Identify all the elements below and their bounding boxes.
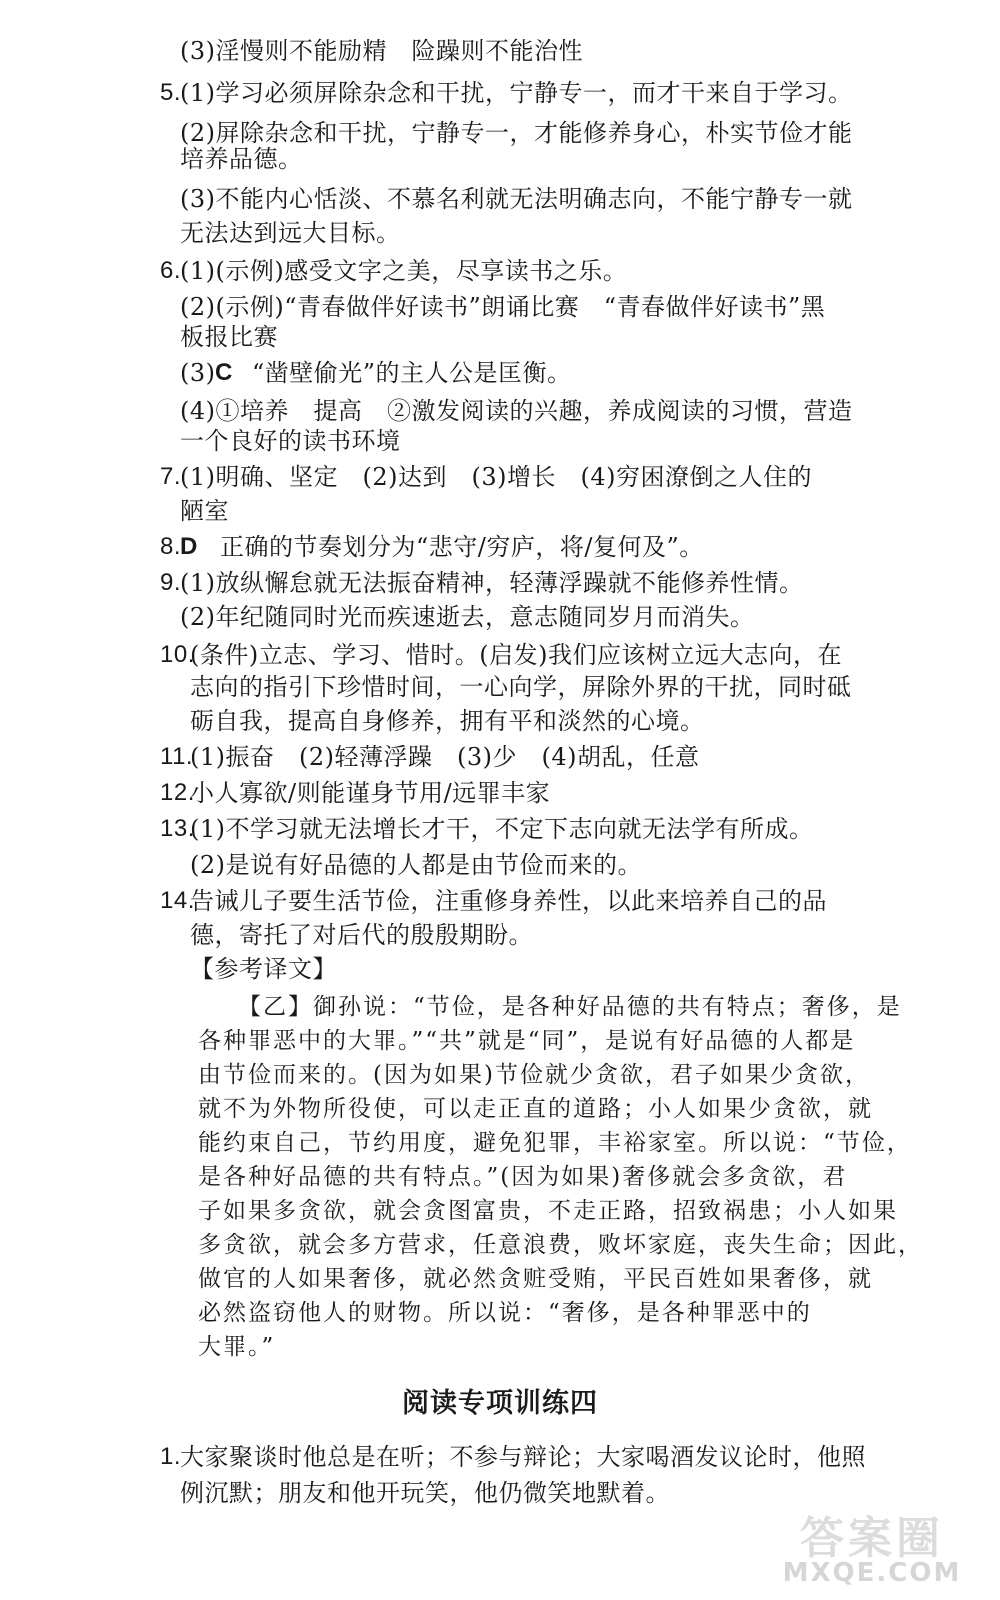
section-title: 阅读专项训练四 (402, 1388, 598, 1419)
q8-answer-letter: D (180, 533, 198, 560)
q6-line-1: (1)(示例)感受文字之美，尽享读书之乐。 (180, 257, 628, 285)
translation-line-4: 就不为外物所役使，可以走正直的道路；小人如果少贪欲，就 (198, 1096, 873, 1122)
q9-line-1: (1)放纵懈怠就无法振奋精神，轻薄浮躁就不能修养性情。 (180, 569, 804, 597)
q11-number: 11. (160, 743, 194, 770)
translation-line-5: 能约束自己，节约用度，避免犯罪，丰裕家室。所以说：“节俭， (198, 1130, 912, 1156)
translation-line-9: 做官的人如果奢侈，就必然贪赃受贿，平民百姓如果奢侈，就 (198, 1266, 873, 1292)
reference-translation-label: 【参考译文】 (190, 955, 337, 983)
q13-line-1: (1)不学习就无法增长才干，不定下志向就无法学有所成。 (190, 815, 814, 843)
q9-line-2: (2)年纪随同时光而疾速逝去，意志随同岁月而消失。 (180, 603, 755, 631)
q7-line-2: 陋室 (180, 497, 229, 525)
s4-q1-line-1: 大家聚谈时他总是在听；不参与辩论；大家喝酒发议论时，他照 (180, 1443, 866, 1471)
q13-number: 13. (160, 815, 195, 842)
q5-line-5: 无法达到远大目标。 (180, 219, 401, 247)
q5-number: 5. (160, 79, 182, 106)
translation-line-10: 必然盗窃他人的财物。所以说：“奢侈，是各种罪恶中的 (198, 1300, 812, 1326)
q6-line-3: 板报比赛 (180, 323, 278, 351)
q12-line-1: 小人寡欲/则能谨身节用/远罪丰家 (190, 779, 551, 807)
q5-line-1: (1)学习必须屏除杂念和干扰，宁静专一，而才干来自于学习。 (180, 79, 853, 107)
translation-line-6: 是各种好品德的共有特点。”(因为如果)奢侈就会多贪欲，君 (198, 1164, 848, 1190)
q5-line-3: 培养品德。 (180, 145, 303, 173)
q11-line-1: (1)振奋 (2)轻薄浮躁 (3)少 (4)胡乱，任意 (190, 743, 700, 771)
q8-line-1: 正确的节奏划分为“悲守/穷庐，将/复何及”。 (220, 533, 704, 561)
q12-number: 12. (160, 779, 195, 806)
q6-answer-letter: C (215, 359, 233, 386)
watermark-logo (762, 1502, 982, 1592)
q6-number: 6. (160, 257, 182, 284)
q10-line-2: 志向的指引下珍惜时间，一心向学，屏除外界的干扰，同时砥 (190, 673, 852, 701)
q5-line-2: (2)屏除杂念和干扰，宁静专一，才能修养身心，朴实节俭才能 (180, 119, 853, 147)
watermark-url: MXQE.COM (782, 1558, 962, 1588)
q14-line-2: 德，寄托了对后代的殷殷期盼。 (190, 921, 533, 949)
q9-number: 9. (160, 569, 182, 596)
q10-line-1: (条件)立志、学习、惜时。(启发)我们应该树立远大志向，在 (190, 641, 842, 669)
q4-line-3: (3)淫慢则不能励精 险躁则不能治性 (180, 37, 583, 65)
q10-line-3: 砺自我，提高自身修养，拥有平和淡然的心境。 (190, 707, 705, 735)
q14-line-1: 告诫儿子要生活节俭，注重修身养性，以此来培养自己的品 (190, 887, 827, 915)
s4-q1-number: 1. (160, 1443, 182, 1470)
q6-line-4: “凿壁偷光”的主人公是匡衡。 (252, 359, 572, 387)
s4-q1-line-2: 例沉默；朋友和他开玩笑，他仍微笑地默着。 (180, 1479, 670, 1507)
q10-number: 10. (160, 641, 195, 668)
q14-number: 14. (160, 887, 195, 914)
translation-line-7: 子如果多贪欲，就会贪图富贵，不走正路，招致祸患；小人如果 (198, 1198, 898, 1224)
q5-line-4: (3)不能内心恬淡、不慕名利就无法明确志向，不能宁静专一就 (180, 185, 853, 213)
q6-line-5: (4)①培养 提高 ②激发阅读的兴趣，养成阅读的习惯，营造 (180, 397, 853, 425)
q13-line-2: (2)是说有好品德的人都是由节俭而来的。 (190, 851, 642, 879)
q6-line-2: (2)(示例)“青春做伴好读书”朗诵比赛 “青春做伴好读书”黑 (180, 293, 826, 321)
translation-line-3: 由节俭而来的。(因为如果)节俭就少贪欲，君子如果少贪欲， (198, 1062, 870, 1088)
q8-number: 8. (160, 533, 182, 560)
translation-line-11: 大罪。” (198, 1334, 276, 1360)
q7-number: 7. (160, 463, 182, 490)
q6-line-4-prefix: (3) (180, 359, 216, 387)
translation-line-2: 各种罪恶中的大罪。”“共”就是“同”，是说有好品德的人都是 (198, 1028, 856, 1054)
translation-line-8: 多贪欲，就会多方营求，任意浪费，败坏家庭，丧失生命；因此， (198, 1232, 923, 1258)
watermark-logo-text: 答案圈 (800, 1513, 944, 1564)
q7-line-1: (1)明确、坚定 (2)达到 (3)增长 (4)穷困潦倒之人住的 (180, 463, 812, 491)
q6-line-6: 一个良好的读书环境 (180, 427, 401, 455)
translation-line-1: 【乙】御孙说：“节俭，是各种好品德的共有特点；奢侈，是 (238, 994, 902, 1020)
